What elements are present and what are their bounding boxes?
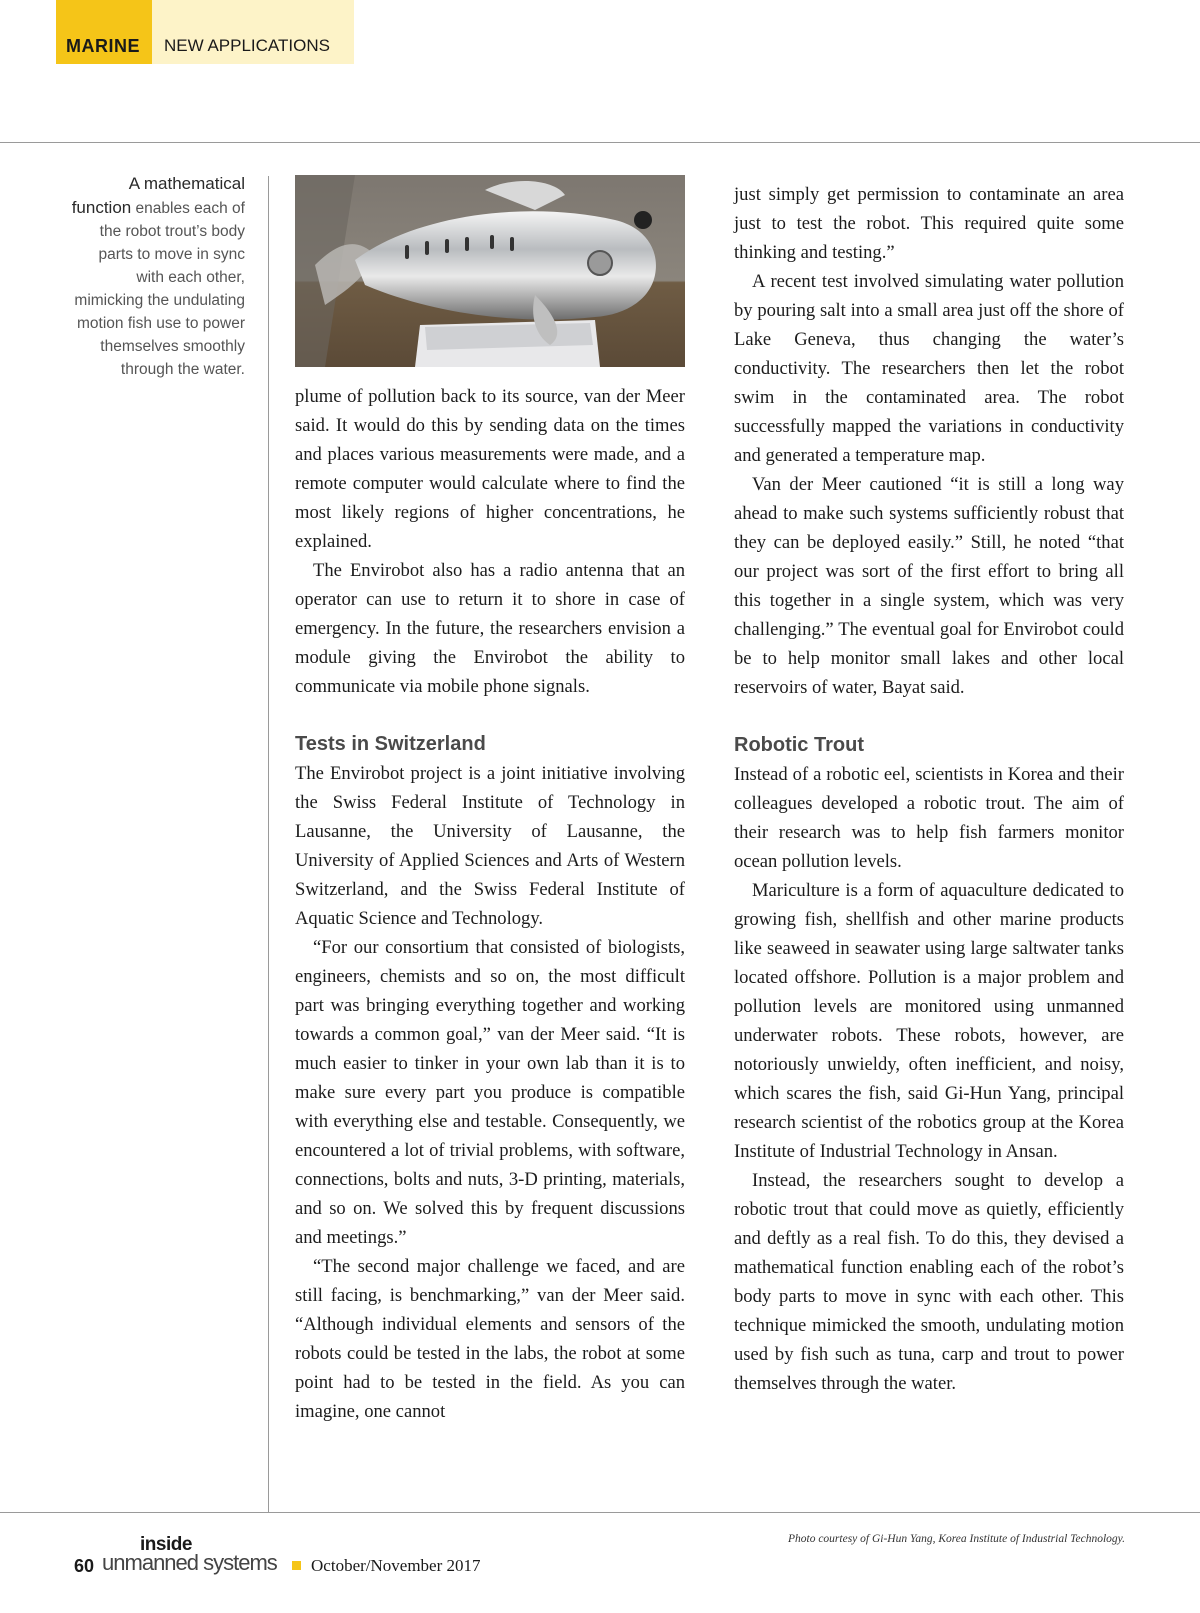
robot-trout-photo: [295, 175, 685, 367]
section-tag: MARINE: [56, 0, 152, 64]
paragraph: Instead of a robotic eel, scientists in Korea and their colleagues developed a robotic trout. The aim of their research was to help fish farmers monitor ocean pollution levels.: [734, 764, 1124, 872]
paragraph: “The second major challenge we faced, and are still facing, is benchmarking,” van der Meer said. “Although individual elements and sensors of the robots could be tested in the labs, the robot at some point had to be tested in the field. As you can imagine, one cannot: [295, 1256, 685, 1422]
paragraph: plume of pollution back to its source, van der Meer said. It would do this by sending data on the times and places various measurements were made, and a remote computer would calculate where to find the most likely regions of higher concentrations, he explained.: [295, 386, 685, 552]
photo-credit: Photo courtesy of Gi-Hun Yang, Korea Institute of Industrial Technology.: [787, 1533, 1125, 1545]
paragraph: just simply get permission to contaminate an area just to test the robot. This required quite some thinking and testing.”: [734, 184, 1124, 263]
paragraph: A recent test involved simulating water pollution by pouring salt into a small area just off the shore of Lake Geneva, thus changing the water’s conductivity. The researchers then let the robot swim in the contaminated area. The robot successfully mapped the variations in conductivity and generated a temperature map.: [734, 271, 1124, 466]
section-heading-robotic-trout: Robotic Trout: [734, 734, 864, 756]
page-number: 60: [74, 1556, 95, 1576]
paragraph: Mariculture is a form of aquaculture dedicated to growing fish, shellfish and other marine products like seaweed in seawater using large saltwater tanks located offshore. Pollution is a major problem and pollution levels are monitored using unmanned underwater robots. These robots, however, are notoriously unwieldy, often inefficient, and noisy, which scares the fish, said Gi-Hun Yang, principal research scientist of the robotics group at the Korea Institute of Industrial Technology in Ansan.: [734, 880, 1124, 1162]
subsection-label: NEW APPLICATIONS: [152, 0, 354, 64]
issue-date: October/November 2017: [311, 1556, 481, 1575]
paragraph: “For our consortium that consisted of biologists, engineers, chemists and so on, the most difficult part was bringing everything together and working towards a common goal,” van der Meer said. “It is much easier to tinker in your own lab than it is to make sure every part you produce is compatible with everything else and testable. Consequently, we encountered a lot of trivial problems, with software, connections, bolts and nuts, 3-D printing, materials, and so on. We solved this by frequent discussions and meetings.”: [295, 937, 685, 1248]
article-column-1: [295, 382, 685, 1426]
paragraph: The Envirobot also has a radio antenna that an operator can use to return it to shore in case of emergency. In the future, the researchers envision a module giving the Envirobot the ability to communicate via mobile phone signals.: [295, 560, 685, 697]
caption-text: enables each of the robot trout’s body parts to move in sync with each other, mimicking the undulating motion fish use to power themselves smoothly through the water.: [74, 200, 245, 378]
paragraph: Instead, the researchers sought to develop a robotic trout that could move as quietly, efficiently and deftly as a real fish. To do this, they devised a mathematical function enabling each of the robot’s body parts to move in sync with each other. This technique mimicked the smooth, undulating motion used by fish such as tuna, carp and trout to power themselves through the water.: [734, 1170, 1124, 1394]
paragraph: The Envirobot project is a joint initiative involving the Swiss Federal Institute of Technology in Lausanne, the University of Lausanne, the University of Applied Sciences and Arts of Western Switzerland, and the Swiss Federal Institute of Aquatic Science and Technology.: [295, 763, 685, 929]
article-column-2: [734, 180, 1124, 1398]
photo-caption: [70, 172, 245, 381]
vertical-divider: [268, 176, 269, 1512]
caption-lead: A mathematical function: [71, 174, 245, 217]
robot-trout-illustration: [295, 175, 685, 367]
separator-square-icon: [292, 1561, 301, 1570]
paragraph: Van der Meer cautioned “it is still a long way ahead to make such systems sufficiently robust that they can be deployed easily.” Still, he noted “that our project was sort of the first effort to bring all this together in a single system, which was very challenging.” The eventual goal for Envirobot could be to help monitor small lakes and other local reservoirs of water, Bayat said.: [734, 474, 1124, 698]
top-divider: [0, 142, 1200, 143]
page-footer: [74, 1536, 481, 1576]
section-heading-tests: Tests in Switzerland: [295, 733, 486, 755]
logo-inside-text: inside: [140, 1534, 192, 1555]
section-header: [56, 0, 354, 64]
magazine-logo: [102, 1536, 282, 1576]
bottom-divider: [0, 1512, 1200, 1513]
logo-unmanned-text: unmanned systems: [102, 1550, 277, 1575]
